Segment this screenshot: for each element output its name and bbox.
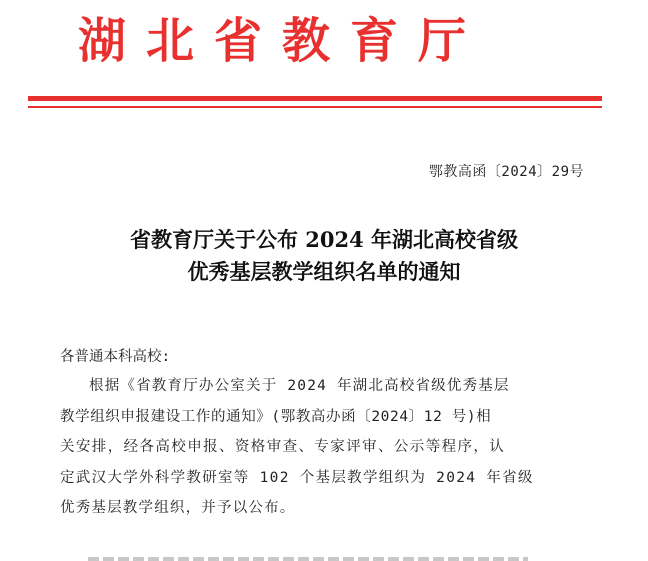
partially-visible-next-line <box>88 552 528 561</box>
salutation: 各普通本科高校: <box>60 349 171 365</box>
letterhead <box>0 10 648 90</box>
document-title <box>0 224 648 288</box>
body-line: 优秀基层教学组织，并予以公布。 <box>60 500 296 516</box>
body-line: 定武汉大学外科学教研室等 102 个基层教学组织为 2024 年省级 <box>60 469 534 486</box>
document-title-line-2: 优秀基层教学组织名单的通知 <box>187 259 461 284</box>
letterhead-thin-rule <box>28 106 602 108</box>
body-line: 教学组织申报建设工作的通知》(鄂教高办函〔2024〕12 号)相 <box>60 408 492 425</box>
body-line: 根据《省教育厅办公室关于 2024 年湖北高校省级优秀基层 <box>89 378 510 394</box>
body-line: 关安排，经各高校申报、资格审查、专家评审、公示等程序，认 <box>60 439 506 455</box>
letterhead-thick-rule <box>28 96 602 101</box>
document-title-line-1: 省教育厅关于公布 2024 年湖北高校省级 <box>129 227 519 252</box>
issuing-authority-name: 湖北省教育厅 <box>78 13 487 69</box>
document-number: 鄂教高函〔2024〕29号 <box>428 164 584 180</box>
body-paragraph <box>60 371 596 524</box>
